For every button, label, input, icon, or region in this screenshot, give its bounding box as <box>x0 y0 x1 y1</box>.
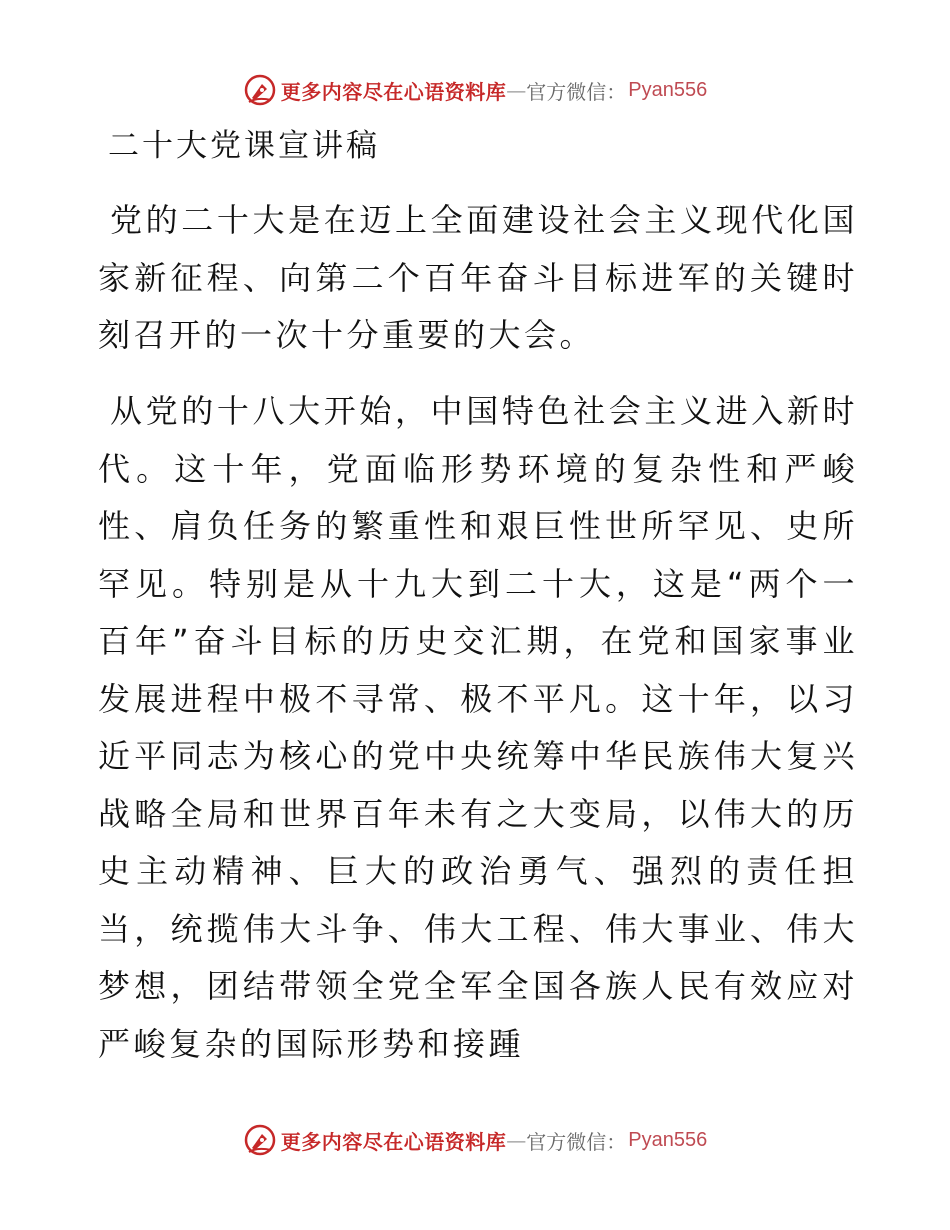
watermark-text: 更多内容尽在心语资料库 <box>280 1129 507 1154</box>
paragraph-1: 党的二十大是在迈上全面建设社会主义现代化国家新征程、向第二个百年奋斗目标进军的关键时刻召开的一次十分重要的大会。 <box>98 201 858 354</box>
paragraph-2: 从党的十八大开始，中国特色社会主义进入新时代。这十年，党面临形势环境的复杂性和严峻性、肩负任务的繁重性和艰巨性世所罕见、史所罕见。特别是从十九大到二十大，这是“两个一百年”奋斗目标的历史交汇期，在党和国家事业发展进程中极不寻常、极不平凡。这十年，以习近平同志为核心的党中央统筹中华民族伟大复兴战略全局和世界百年未有之大变局，以伟大的历史主动精神、巨大的政治勇气、强烈的责任担当，统揽伟大斗争、伟大工程、伟大事业、伟大梦想，团结带领全党全军全国各族人民有效应对严峻复杂的国际形势和接踵 <box>98 392 858 1063</box>
watermark-dash: — <box>506 1128 527 1152</box>
pen-nib-icon <box>243 73 277 107</box>
pen-nib-icon <box>243 1123 277 1157</box>
watermark-text: 更多内容尽在心语资料库 <box>280 79 507 104</box>
header-watermark <box>0 70 950 110</box>
watermark-wechat-id: Pyan556 <box>628 1128 708 1151</box>
watermark-dash: — <box>506 78 527 102</box>
watermark-official: 官方微信： <box>526 1129 627 1154</box>
footer-watermark <box>0 1120 950 1160</box>
watermark-official: 官方微信： <box>526 79 627 104</box>
document-title: 二十大党课宣讲稿 <box>108 128 380 164</box>
watermark-wechat-id: Pyan556 <box>628 78 708 101</box>
